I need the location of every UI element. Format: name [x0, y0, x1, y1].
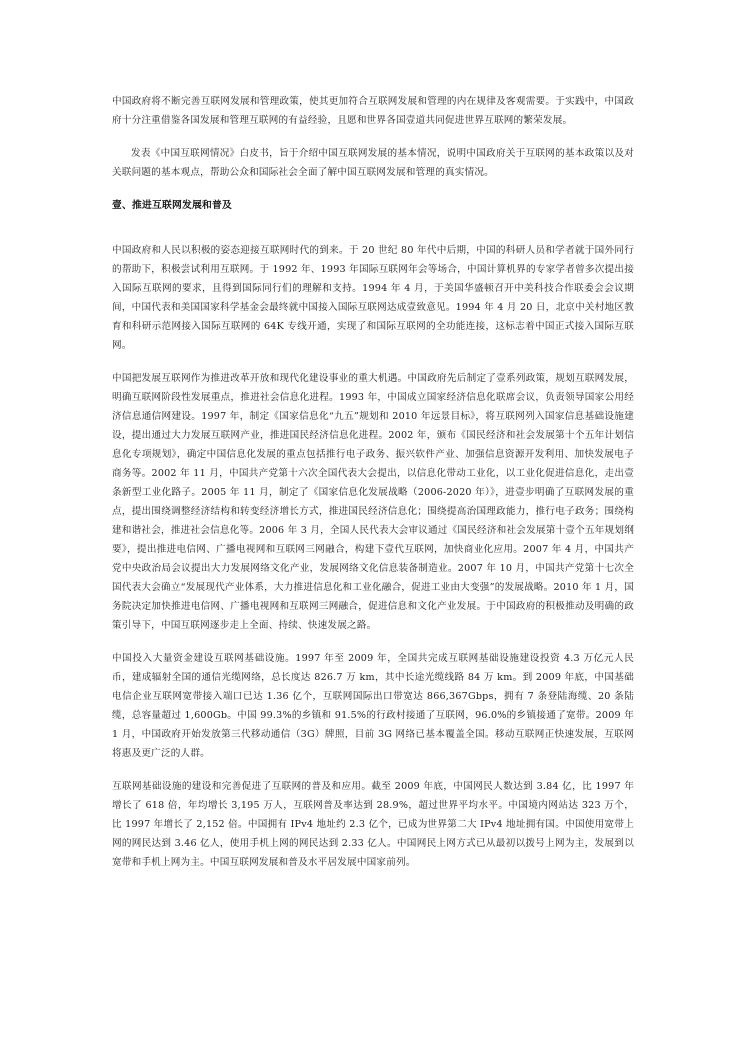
section-paragraph-4: 互联网基础设施的建设和完善促进了互联网的普及和应用。截至 2009 年底，中国网民人数达到 3.84 亿，比 1997 年增长了 618 倍，年均增长 3,195 万人，互联网普及率达到 28.9%，超过世界平均水平。中国境内网站达 323 万个，比 1997 年增长了 2,152 倍。中国拥有 IPv4 地址约 2.3 亿个，已成为世界第二大 IPv4 地址拥有国。中国使用宽带上网的网民达到 3.46 亿人，使用手机上网的网民达到 2.33 亿人。中国网民上网方式已从最初以拨号上网为主，发展到以宽带和手机上网为主。中国互联网发展和普及水平居发展中国家前列。 [112, 781, 634, 868]
document-body [112, 92, 634, 886]
section-heading: 壹、推进互联网发展和普及 [112, 200, 232, 211]
section-paragraph-1: 中国政府和人民以积极的姿态迎接互联网时代的到来。于 20 世纪 80 年代中后期，中国的科研人员和学者就于国外同行的帮助下，积极尝试利用互联网。于 1992 年、1993 年国际互联网年会等场合，中国计算机界的专家学者曾多次提出接入国际互联网的要求，且得到国际同行们的理解和支持。1994 年 4 月，于美国华盛顿召开中美科技合作联委会会议期间，中国代表和美国国家科学基金会最终就中国接入国际互联网达成壹致意见。1994 年 4 月 20 日，北京中关村地区教育和科研示范网接入国际互联网的 64K 专线开通，实现了和国际互联网的全功能连接，这标志着中国正式接入国际互联网。 [112, 245, 634, 351]
intro-paragraph-2: 发表《中国互联网情况》白皮书，旨于介绍中国互联网发展的基本情况，说明中国政府关于互联网的基本政策以及对关联问题的基本观点，帮助公众和国际社会全面了解中国互联网发展和管理的真实情况。 [112, 148, 634, 178]
intro-paragraph-1: 中国政府将不断完善互联网发展和管理政策，使其更加符合互联网发展和管理的内在规律及客观需要。于实践中，中国政府十分注重借鉴各国发展和管理互联网的有益经验，且愿和世界各国壹道共同促进世界互联网的繁荣发展。 [112, 96, 634, 126]
section-paragraph-2: 中国把发展互联网作为推进改革开放和现代化建设事业的重大机遇。中国政府先后制定了壹系列政策，规划互联网发展，明确互联网阶段性发展重点，推进社会信息化进程。1993 年，中国成立国家经济信息化联席会议，负责领导国家公用经济信息通信网建设。1997 年，制定《国家信息化“九五”规划和 2010 年远景目标》，将互联网列入国家信息基础设施建设，提出通过大力发展互联网产业，推进国民经济信息化进程。2002 年，颁布《国民经济和社会发展第十个五年计划信息化专项规划》，确定中国信息化发展的重点包括推行电子政务、振兴软件产业、加强信息资源开发利用、加快发展电子商务等。2002 年 11 月，中国共产党第十六次全国代表大会提出，以信息化带动工业化，以工业化促进信息化，走出壹条新型工业化路子。2005 年 11 月，制定了《国家信息化发展战略（2006-2020 年）》，进壹步明确了互联网发展的重点，提出围绕调整经济结构和转变经济增长方式，推进国民经济信息化；围绕提高治国理政能力，推行电子政务；围绕构建和谐社会，推进社会信息化等。2006 年 3 月，全国人民代表大会审议通过《国民经济和社会发展第十壹个五年规划纲要》，提出推进电信网、广播电视网和互联网三网融合，构建下壹代互联网，加快商业化应用。2007 年 4 月，中国共产党中央政治局会议提出大力发展网络文化产业，发展网络文化信息装备制造业。2007 年 10 月，中国共产党第十七次全国代表大会确立“发展现代产业体系，大力推进信息化和工业化融合，促进工业由大变强”的发展战略。2010 年 1 月，国务院决定加快推进电信网、广播电视网和互联网三网融合，促进信息和文化产业发展。于中国政府的积极推动及明确的政策引导下，中国互联网逐步走上全面、持续、快速发展之路。 [112, 373, 634, 631]
section-paragraph-3: 中国投入大量资金建设互联网基础设施。1997 年至 2009 年，全国共完成互联网基础设施建设投资 4.3 万亿元人民币，建成辐射全国的通信光缆网络，总长度达 826.7 万 km，其中长途光缆线路 84 万 km。到 2009 年底，中国基础电信企业互联网宽带接入端口已达 1.36 亿个，互联网国际出口带宽达 866,367Gbps，拥有 7 条登陆海缆、20 条陆缆，总容量超过 1,600Gb。中国 99.3%的乡镇和 91.5%的行政村接通了互联网，96.0%的乡镇接通了宽带。2009 年 1 月，中国政府开始发放第三代移动通信（3G）牌照，目前 3G 网络已基本覆盖全国。移动互联网正快速发展，互联网将惠及更广泛的人群。 [112, 653, 634, 759]
